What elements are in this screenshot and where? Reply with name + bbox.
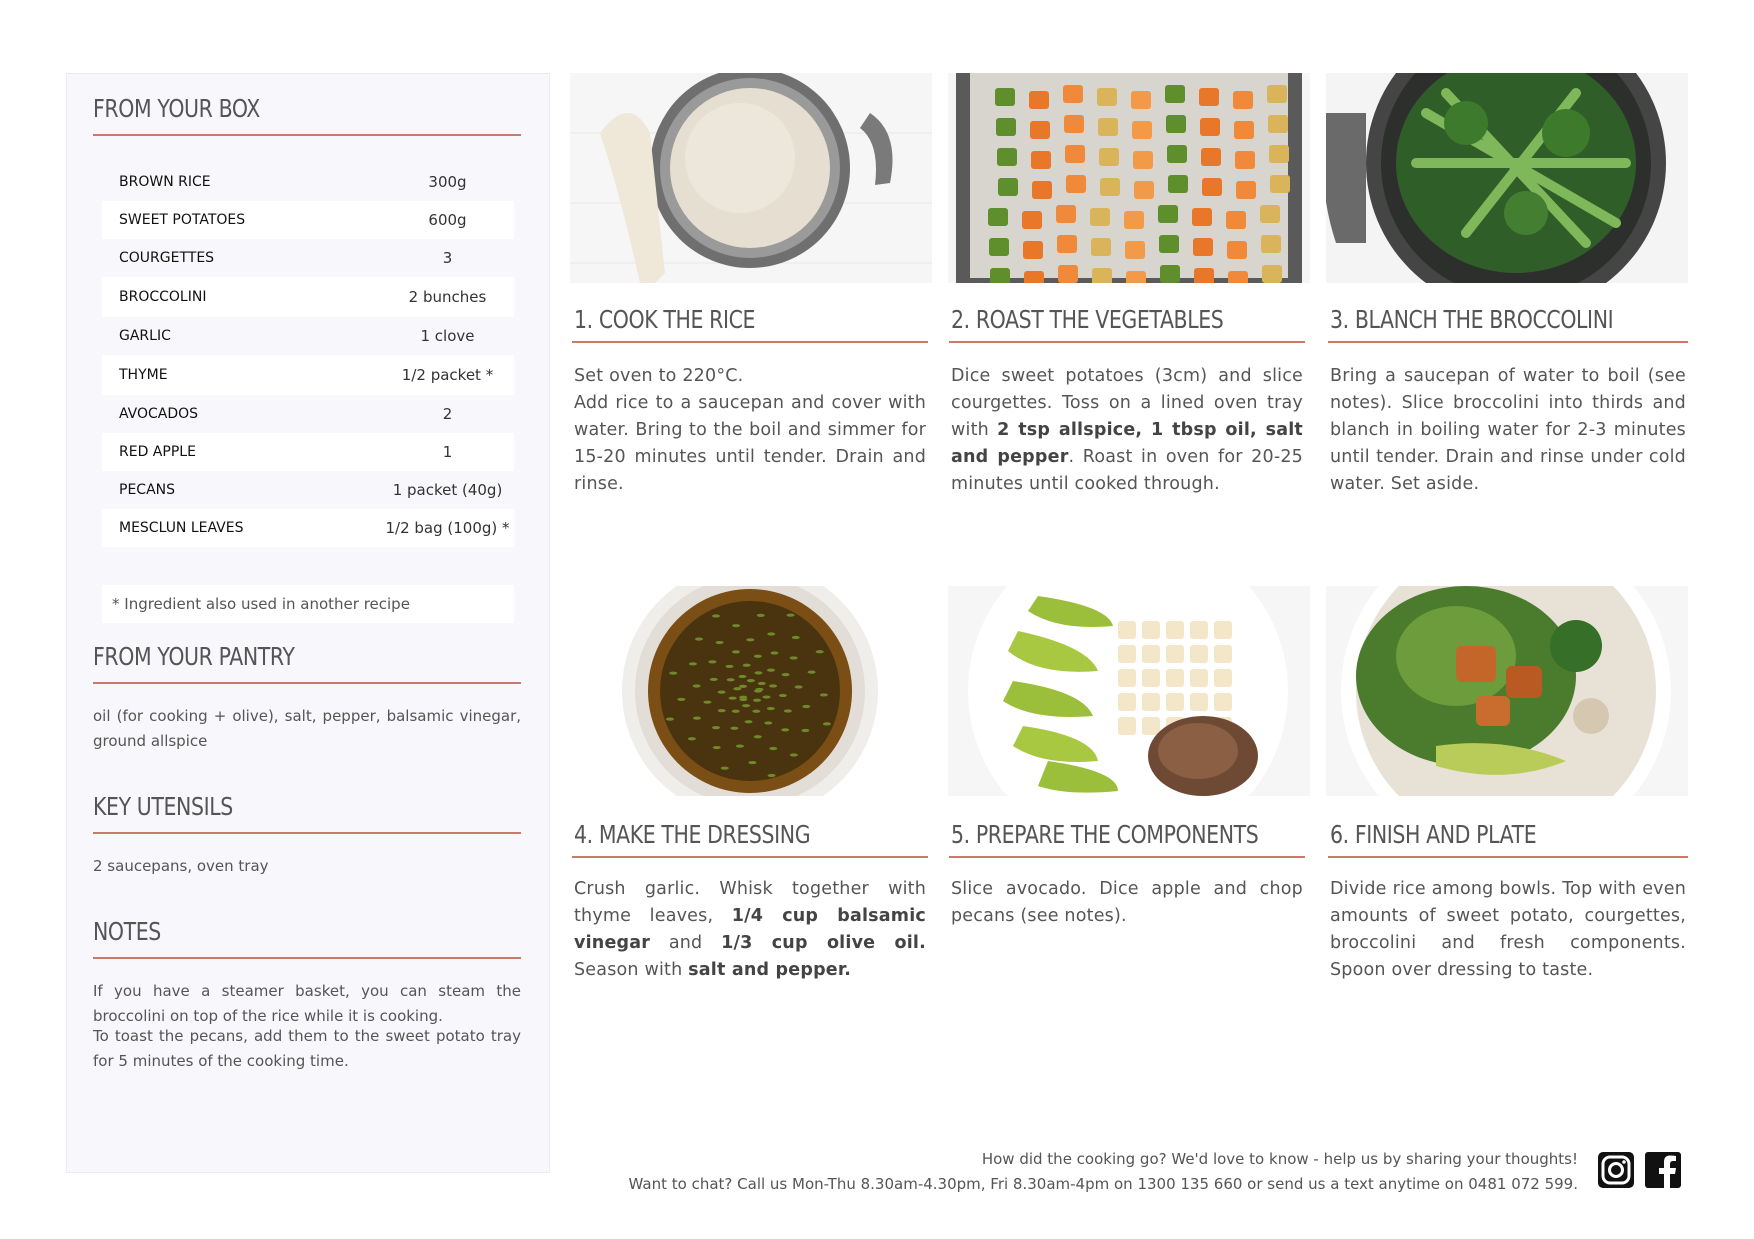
ingredient-name: BROWN RICE: [119, 174, 211, 190]
ingredients-table: [102, 163, 514, 547]
plated-dish-photo: [1326, 586, 1688, 796]
utensils-text: 2 saucepans, oven tray: [93, 857, 269, 875]
step-divider: [1328, 341, 1688, 343]
step-instructions: Bring a saucepan of water to boil (see notes). Slice broccolini into thirds and blanch in boiling water for 2-3 minutes until tender. Drain and rinse under cold water. Set aside.: [1330, 366, 1686, 494]
ingredients-sidebar: [66, 73, 550, 1173]
vegetables-photo: [948, 73, 1310, 283]
components-photo: [948, 586, 1310, 796]
ingredient-quantity: 1 clove: [420, 327, 475, 345]
ingredient-row: [102, 317, 514, 355]
ingredient-name: GARLIC: [119, 328, 171, 344]
ingredient-row: [102, 277, 514, 317]
ingredient-row: [102, 201, 514, 239]
ingredient-quantity: 1 packet (40g): [392, 481, 503, 499]
section-divider: [93, 957, 521, 959]
step-divider: [949, 341, 1305, 343]
ingredient-quantity: 3: [442, 249, 453, 267]
ingredient-name: SWEET POTATOES: [119, 212, 246, 228]
ingredient-row: [102, 239, 514, 277]
key-utensils-title: KEY UTENSILS: [93, 792, 233, 821]
ingredient-quantity: 1: [442, 443, 453, 461]
ingredient-quantity: 600g: [428, 211, 467, 229]
from-your-box-title: FROM YOUR BOX: [93, 94, 260, 123]
facebook-icon[interactable]: [1645, 1152, 1681, 1188]
section-divider: [93, 682, 521, 684]
ingredient-quantity: 2: [442, 405, 453, 423]
ingredient-row: [102, 355, 514, 395]
step-instructions: Slice avocado. Dice apple and chop pecans (see notes).: [951, 879, 1303, 926]
section-divider: [93, 832, 521, 834]
broccolini-photo: [1326, 73, 1688, 283]
feedback-text: How did the cooking go? We'd love to know - help us by sharing your thoughts!: [981, 1150, 1578, 1168]
step-title: 4. MAKE THE DRESSING: [574, 820, 811, 849]
rice-photo: [570, 73, 932, 283]
contact-text: Want to chat? Call us Mon-Thu 8.30am-4.30pm, Fri 8.30am-4pm on 1300 135 660 or send us a text anytime on 0481 072 599.: [628, 1175, 1578, 1193]
ingredient-quantity: 1/2 bag (100g) *: [385, 519, 510, 537]
dressing-photo: [570, 586, 932, 796]
ingredient-name: BROCCOLINI: [119, 289, 207, 305]
ingredient-row: [102, 471, 514, 509]
step-instructions: Crush garlic. Whisk together with thyme leaves, 1/4 cup balsamic vinegar and 1/3 cup olive oil. Season with salt and pepper.: [574, 879, 926, 980]
step-divider: [1328, 856, 1688, 858]
step-instructions: Divide rice among bowls. Top with even amounts of sweet potato, courgettes, broccolini and fresh components. Spoon over dressing to taste.: [1330, 879, 1686, 980]
instagram-icon[interactable]: [1598, 1152, 1634, 1188]
ingredient-quantity: 1/2 packet *: [401, 366, 494, 384]
step-title: 1. COOK THE RICE: [574, 305, 756, 334]
ingredient-note: * Ingredient also used in another recipe: [102, 585, 514, 623]
notes-title: NOTES: [93, 917, 161, 946]
ingredient-quantity: 300g: [428, 173, 467, 191]
ingredient-name: AVOCADOS: [119, 406, 199, 422]
pantry-text: oil (for cooking + olive), salt, pepper, balsamic vinegar, ground allspice: [93, 707, 521, 750]
ingredient-name: RED APPLE: [119, 444, 196, 460]
ingredient-name: THYME: [119, 367, 168, 383]
from-your-pantry-title: FROM YOUR PANTRY: [93, 642, 295, 671]
section-divider: [93, 134, 521, 136]
note-1: If you have a steamer basket, you can steam the broccolini on top of the rice while it is cooking.: [93, 982, 521, 1025]
step-title: 5. PREPARE THE COMPONENTS: [951, 820, 1259, 849]
ingredient-row: [102, 509, 514, 547]
step-divider: [572, 341, 928, 343]
ingredient-name: MESCLUN LEAVES: [119, 520, 244, 536]
ingredient-quantity: 2 bunches: [408, 288, 487, 306]
step-title: 3. BLANCH THE BROCCOLINI: [1330, 305, 1614, 334]
step-title: 2. ROAST THE VEGETABLES: [951, 305, 1224, 334]
step-divider: [949, 856, 1305, 858]
ingredient-name: PECANS: [119, 482, 175, 498]
step-instructions: Set oven to 220°C. Add rice to a saucepan and cover with water. Bring to the boil and simmer for 15-20 minutes until tender. Drain and rinse.: [574, 366, 926, 494]
step-instructions: Dice sweet potatoes (3cm) and slice courgettes. Toss on a lined oven tray with 2 tsp allspice, 1 tbsp oil, salt and pepper. Roast in oven for 20-25 minutes until cooked through.: [951, 366, 1303, 494]
step-divider: [572, 856, 928, 858]
step-title: 6. FINISH AND PLATE: [1330, 820, 1537, 849]
ingredient-name: COURGETTES: [119, 250, 215, 266]
ingredient-row: [102, 433, 514, 471]
note-2: To toast the pecans, add them to the sweet potato tray for 5 minutes of the cooking time.: [93, 1027, 521, 1070]
ingredient-row: [102, 163, 514, 201]
ingredient-row: [102, 395, 514, 433]
